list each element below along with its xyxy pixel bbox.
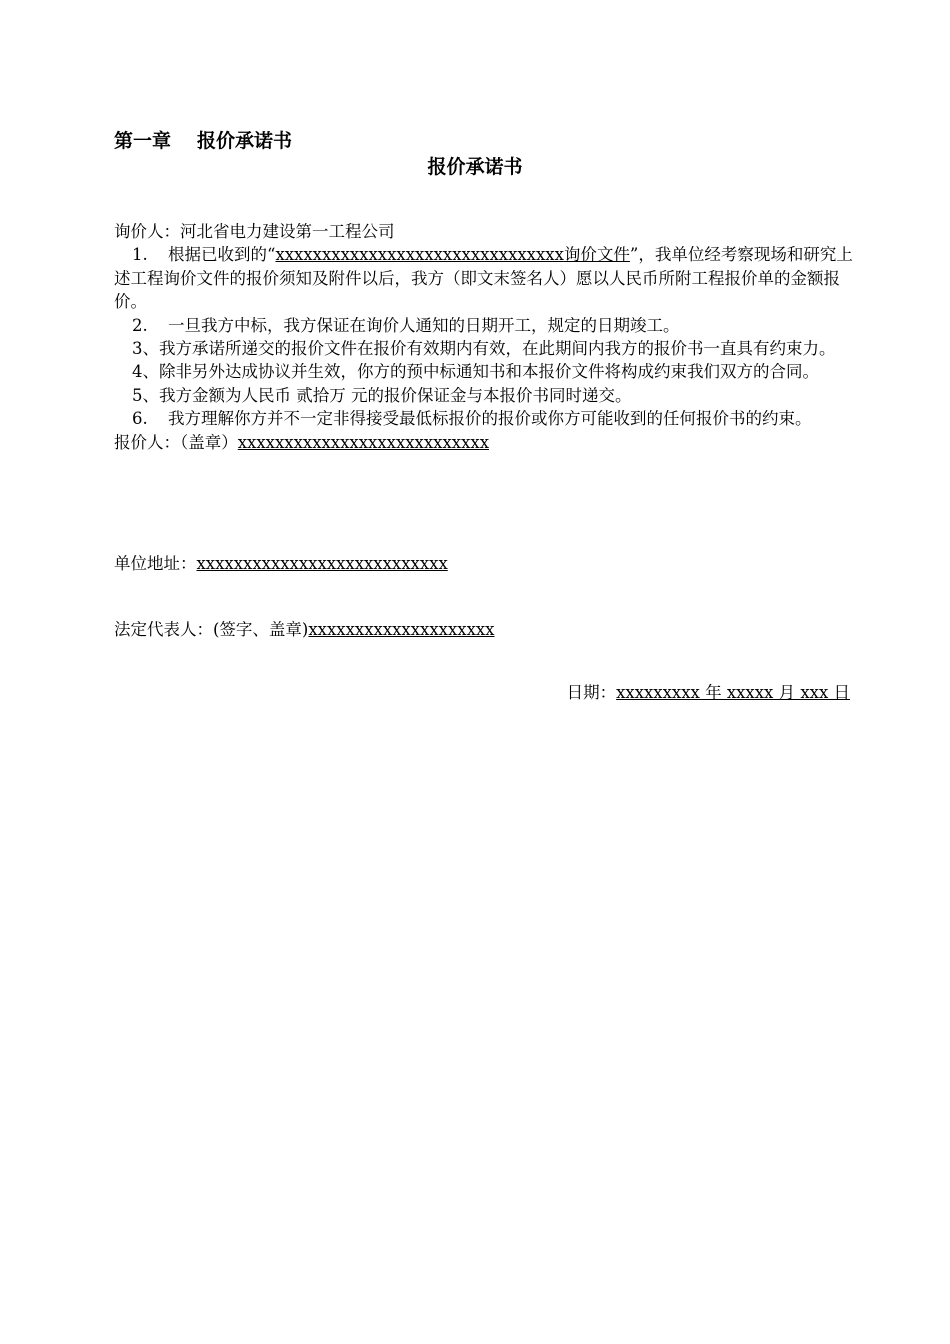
- clause-2: 2. 一旦我方中标，我方保证在询价人通知的日期开工，规定的日期竣工。: [114, 314, 862, 337]
- chapter-heading: [114, 126, 292, 153]
- bidder-label: 报价人：（盖章）: [114, 432, 238, 452]
- inquiry-doc-label: 询价文件: [563, 245, 630, 265]
- clause-3: 3、我方承诺所递交的报价文件在报价有效期内有效，在此期间内我方的报价书一直具有约束力。: [132, 339, 836, 359]
- document-title: 报价承诺书: [427, 156, 523, 178]
- legal-rep-field: xxxxxxxxxxxxxxxxxxxx: [308, 620, 495, 639]
- date-field: xxxxxxxxx 年 xxxxx 月 xxx 日: [616, 683, 850, 702]
- clause-number: 6.: [132, 409, 148, 429]
- project-name-field: xxxxxxxxxxxxxxxxxxxxxxxxxxxxxxx: [275, 245, 564, 265]
- address-field: xxxxxxxxxxxxxxxxxxxxxxxxxxx: [196, 554, 448, 573]
- legal-rep-line: [114, 616, 494, 640]
- bidder-field: xxxxxxxxxxxxxxxxxxxxxxxxxxx: [237, 432, 489, 452]
- legal-rep-label: 法定代表人：(签字、盖章): [114, 620, 309, 639]
- clause-number: 2.: [132, 315, 148, 335]
- chapter-title: 报价承诺书: [197, 130, 293, 152]
- chapter-number: 第一章: [114, 130, 172, 152]
- clause-1: 1. 根据已收到的“xxxxxxxxxxxxxxxxxxxxxxxxxxxxxxx询价文件”，我单位经考察现场和研究上述工程询价文件的报价须知及附件以后，我方（即文末签名人）愿以人民币所附工程报价单的金额报价。: [114, 245, 853, 312]
- address-label: 单位地址：: [114, 554, 197, 573]
- clause-number: 1.: [132, 245, 148, 265]
- document-body: [114, 220, 862, 454]
- date-line: [567, 679, 850, 703]
- clause-4: 4、除非另外达成协议并生效，你方的预中标通知书和本报价文件将构成约束我们双方的合同。: [132, 362, 819, 382]
- addressee-line: 询价人：河北省电力建设第一工程公司: [114, 222, 395, 241]
- bidder-line: [114, 431, 862, 454]
- clause-6: 6. 我方理解你方并不一定非得接受最低标报价的报价或你方可能收到的任何报价书的约束。: [114, 407, 862, 430]
- date-label: 日期：: [566, 683, 617, 702]
- address-line: [114, 550, 448, 574]
- clause-5: 5、我方金额为人民币 贰拾万 元的报价保证金与本报价书同时递交。: [132, 385, 632, 405]
